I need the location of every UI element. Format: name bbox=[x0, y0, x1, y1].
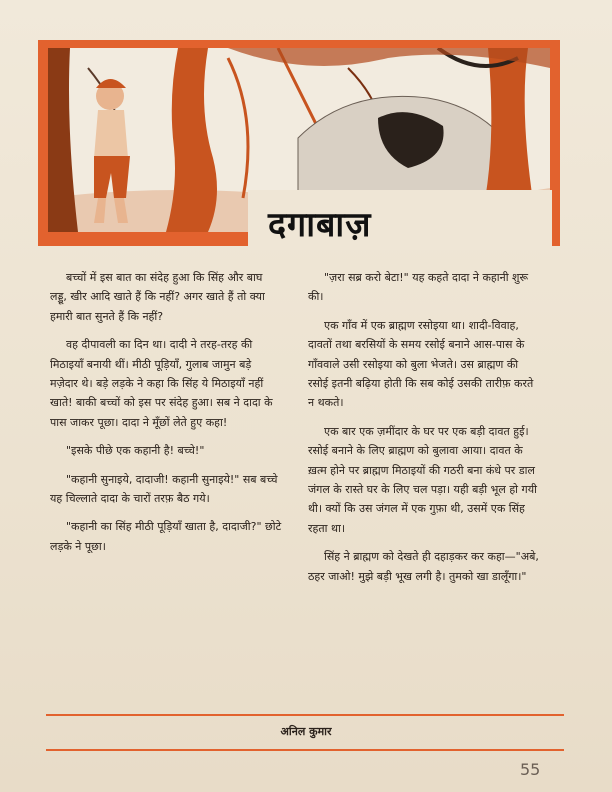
left-column bbox=[50, 268, 282, 565]
paragraph: "कहानी सुनाइये, दादाजी! कहानी सुनाइये!" सब बच्चे यह चिल्लाते दादा के चारों तरफ़ बैठ गये। bbox=[50, 472, 278, 506]
footer-rule-top bbox=[46, 714, 564, 716]
paragraph: सिंह ने ब्राह्मण को देखते ही दहाड़कर कर कहा—"अबे, ठहर जाओ! मुझे बड़ी भूख लगी है। तुमको खा डालूँगा।" bbox=[308, 550, 539, 583]
story-title: दगाबाज़ bbox=[268, 205, 372, 245]
author-name: अनिल कुमार bbox=[280, 725, 332, 738]
paragraph: "ज़रा सब्र करो बेटा!" यह कहते दादा ने कहानी शुरू की। bbox=[308, 271, 529, 304]
paragraph: "इसके पीछे एक कहानी है! बच्चे!" bbox=[66, 444, 205, 458]
right-column bbox=[308, 268, 540, 595]
paragraph: एक गाँव में एक ब्राह्मण रसोइया था। शादी-विवाह, दावतों तथा बरसियों के समय रसोई बनाने आस-पास के गाँववाले उसी रसोइया को बुला भेजते। उस ब्राह्मण की रसोई इतनी बढ़िया होती कि सब कोई उसकी तारीफ़ करते न थकते। bbox=[308, 318, 534, 410]
paragraph: "कहानी का सिंह मीठी पूड़ियाँ खाता है, दादाजी?" छोटे लड़के ने पूछा। bbox=[50, 520, 282, 553]
paragraph: बच्चों में इस बात का संदेह हुआ कि सिंह और बाघ लड्डू, खीर आदि खाते हैं कि नहीं? अगर खाते हैं तो क्या हमारी बात सुनते हैं कि नहीं? bbox=[50, 271, 265, 323]
paragraph: एक बार एक ज़मींदार के घर पर एक बड़ी दावत हुई। रसोई बनाने के लिए ब्राह्मण को बुलावा आया। दावत के ख़त्म होने पर ब्राह्मण मिठाइयों की गठरी बना कंधे पर डाल जंगल के रास्ते घर के लिए चल पड़ा। यही बड़ी भूल हो गयी थी। क्यों कि उस जंगल में एक गुफ़ा थी, उसमें एक सिंह रहता था। bbox=[308, 424, 537, 535]
page-number: 55 bbox=[520, 760, 541, 779]
footer-rule-bottom bbox=[46, 749, 564, 751]
paragraph: वह दीपावली का दिन था। दादी ने तरह-तरह की मिठाइयाँ बनायी थीं। मीठी पूड़ियाँ, गुलाब जामुन बड़े मज़ेदार थे। बड़े लड़के ने कहा कि सिंह ये मिठाइयाँ नहीं खाते! बाकी बच्चों को इस पर संदेह हुआ। सब ने दादा के पास जाकर पूछा। दादा ने मूँछों लेते हुए कहा! bbox=[50, 338, 273, 429]
